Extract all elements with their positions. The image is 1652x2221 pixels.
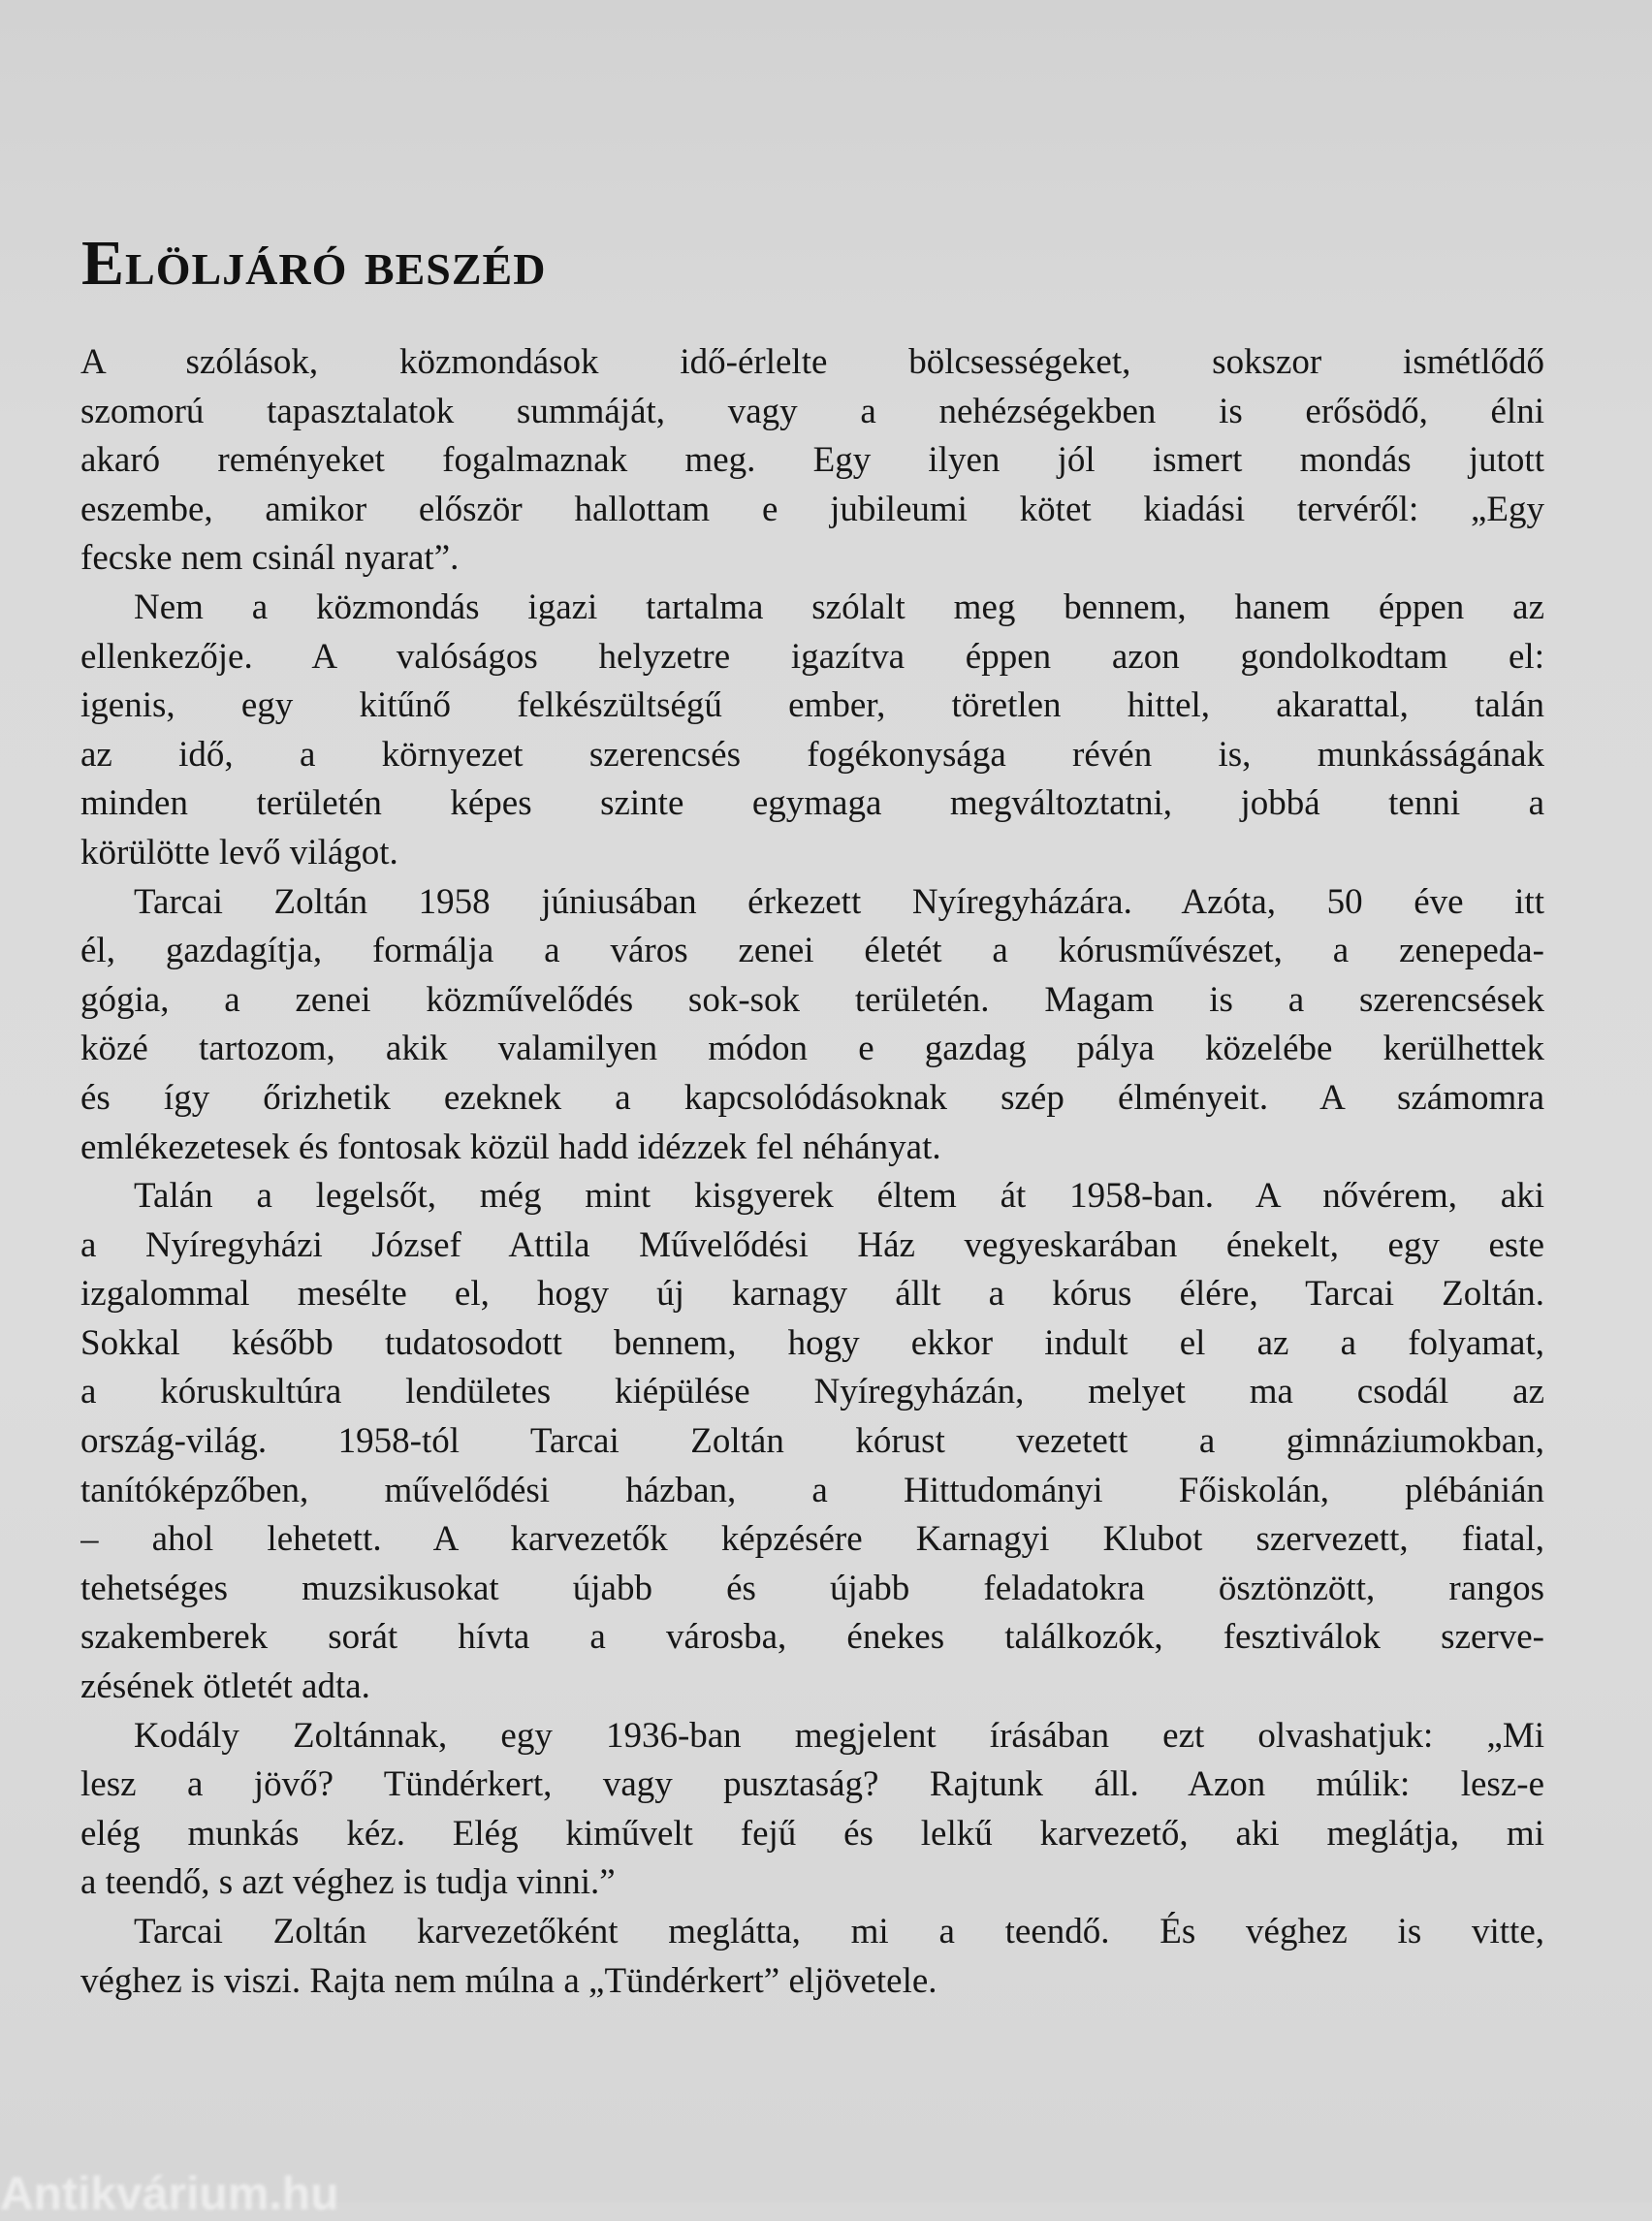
text-line: Kodály Zoltánnak, egy 1936-ban megjelent írásában ezt olvashatjuk: „Mi [134, 1715, 1544, 1756]
text-line: és így őrizhetik ezeknek a kapcsolódásoknak szép élményeit. A számomra [80, 1077, 1544, 1118]
text-line: elég munkás kéz. Elég kiművelt fejű és lelkű karvezető, aki meglátja, mi [80, 1813, 1544, 1854]
text-line: Tarcai Zoltán karvezetőként meglátta, mi a teendő. És véghez is vitte, [134, 1912, 1544, 1951]
text-line: Nem a közmondás igazi tartalma szólalt meg bennem, hanem éppen az [134, 587, 1544, 627]
text-line: Sokkal később tudatosodott bennem, hogy ekkor indult el az a folyamat, [80, 1322, 1544, 1363]
text-line: gógia, a zenei közművelődés sok-sok területén. Magam is a szerencsések [80, 979, 1544, 1020]
body-text [80, 338, 1544, 2006]
text-line: emlékezetesek és fontosak közül hadd idézzek fel néhányat. [80, 1126, 941, 1167]
text-line: Tarcai Zoltán 1958 júniusában érkezett Nyíregyházára. Azóta, 50 éve itt [134, 881, 1544, 922]
text-line: él, gazdagítja, formálja a város zenei életét a kórusművészet, a zenepeda- [80, 931, 1544, 971]
text-line: szakemberek sorát hívta a városba, énekes találkozók, fesztiválok szerve- [80, 1617, 1544, 1658]
text-line: tehetséges muzsikusokat újabb és újabb feladatokra ösztönzött, rangos [80, 1568, 1544, 1608]
paragraph [80, 878, 1544, 1173]
text-line: ország-világ. 1958-tól Tarcai Zoltán kórust vezetett a gimnáziumokban, [80, 1421, 1544, 1462]
paragraph [80, 584, 1544, 878]
text-line: minden területén képes szinte egymaga megváltoztatni, jobbá tenni a [80, 783, 1544, 824]
paragraph [80, 1172, 1544, 1712]
text-line: körülötte levő világot. [80, 832, 398, 873]
text-line: közé tartozom, akik valamilyen módon e gazdag pálya közelébe kerülhettek [80, 1029, 1544, 1069]
text-line: izgalommal mesélte el, hogy új karnagy állt a kórus élére, Tarcai Zoltán. [80, 1274, 1544, 1315]
text-line: ellenkezője. A valóságos helyzetre igazítva éppen azon gondolkodtam el: [80, 636, 1544, 677]
text-line: A szólások, közmondások idő-érlelte bölcsességeket, sokszor ismétlődő [80, 342, 1544, 382]
text-line: szomorú tapasztalatok summáját, vagy a nehézségekben is erősödő, élni [80, 391, 1544, 431]
paragraph [80, 1712, 1544, 1908]
text-line: lesz a jövő? Tündérkert, vagy pusztaság? Rajtunk áll. Azon múlik: lesz-e [80, 1764, 1544, 1805]
text-line: – ahol lehetett. A karvezetők képzésére Karnagyi Klubot szervezett, fiatal, [80, 1519, 1544, 1560]
text-line: fecske nem csinál nyarat”. [80, 538, 460, 579]
chapter-title: Elöljáró beszéd [81, 228, 547, 299]
text-line: a Nyíregyházi József Attila Művelődési Ház vegyeskarában énekelt, egy este [80, 1224, 1544, 1265]
text-line: az idő, a környezet szerencsés fogékonysága révén is, munkásságának [80, 734, 1544, 775]
text-line: zésének ötletét adta. [80, 1666, 370, 1707]
text-line: a kóruskultúra lendületes kiépülése Nyíregyházán, melyet ma csodál az [80, 1372, 1544, 1412]
text-line: igenis, egy kitűnő felkészültségű ember, töretlen hittel, akarattal, talán [80, 685, 1544, 726]
text-line: eszembe, amikor először hallottam e jubileumi kötet kiadási tervéről: „Egy [80, 489, 1544, 529]
text-line: tanítóképzőben, művelődési házban, a Hittudományi Főiskolán, plébánián [80, 1470, 1544, 1510]
text-line: véghez is viszi. Rajta nem múlna a „Tündérkert” eljövetele. [80, 1960, 937, 2001]
paragraph [80, 338, 1544, 584]
text-line: a teendő, s azt véghez is tudja vinni.” [80, 1862, 616, 1903]
text-line: Talán a legelsőt, még mint kisgyerek éltem át 1958-ban. A nővérem, aki [134, 1176, 1544, 1217]
paragraph [80, 1908, 1544, 2006]
text-line: akaró reményeket fogalmaznak meg. Egy ilyen jól ismert mondás jutott [80, 440, 1544, 481]
watermark: Antikvárium.hu [0, 2169, 339, 2220]
